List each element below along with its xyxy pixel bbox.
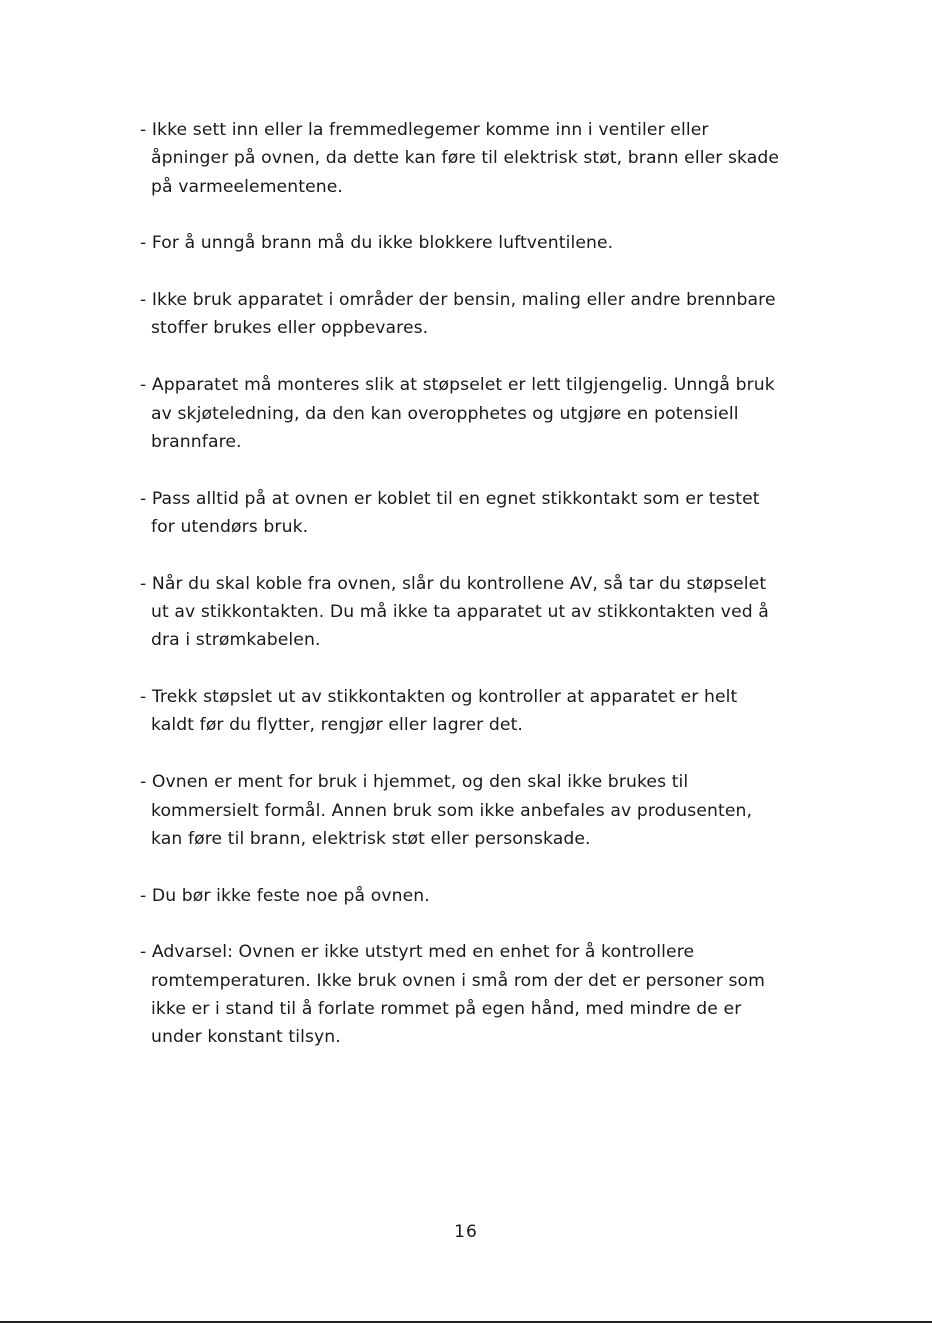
text-line: - Du bør ikke feste noe på ovnen. [140,885,430,906]
text-line: åpninger på ovnen, da dette kan føre til elektrisk støt, brann eller skade [151,148,780,169]
text-line: - For å unngå brann må du ikke blokkere luftventilene. [140,233,614,254]
list-item [140,229,820,257]
text-line: ut av stikkontakten. Du må ikke ta apparatet ut av stikkontakten ved å [151,602,769,623]
text-line: - Pass alltid på at ovnen er koblet til en egnet stikkontakt som er testet [140,488,760,509]
list-item [140,768,820,853]
text-line: ikke er i stand til å forlate rommet på egen hånd, med mindre de er [151,999,742,1020]
text-line: romtemperaturen. Ikke bruk ovnen i små rom der det er personer som [151,970,765,991]
text-line: kommersielt formål. Annen bruk som ikke anbefales av produsenten, [151,800,753,821]
text-line: kaldt før du flytter, rengjør eller lagrer det. [151,715,523,736]
text-line: dra i strømkabelen. [151,630,321,651]
list-item [140,570,820,655]
list-item [140,286,820,343]
text-line: - Advarsel: Ovnen er ikke utstyrt med en enhet for å kontrollere [140,942,695,963]
text-line: - Trekk støpslet ut av stikkontakten og kontroller at apparatet er helt [140,687,738,708]
text-line: på varmeelementene. [151,176,343,197]
safety-instructions-list [140,116,820,1080]
text-line: - Ikke sett inn eller la fremmedlegemer komme inn i ventiler eller [140,120,709,140]
page-number: 16 [454,1222,478,1242]
list-item [140,683,820,740]
list-item [140,882,820,910]
text-line: - Når du skal koble fra ovnen, slår du kontrollene AV, så tar du støpselet [140,573,767,594]
text-line: under konstant tilsyn. [151,1027,341,1048]
text-line: kan føre til brann, elektrisk støt eller personskade. [151,828,591,849]
list-item [140,485,820,542]
text-line: av skjøteledning, da den kan overopphetes og utgjøre en potensiell [151,403,739,424]
list-item [140,371,820,456]
text-line: brannfare. [151,431,242,452]
text-line: - Ikke bruk apparatet i områder der bensin, maling eller andre brennbare [140,290,776,311]
text-line: stoffer brukes eller oppbevares. [151,318,429,339]
list-item [140,116,820,201]
list-item [140,938,820,1051]
text-line: - Apparatet må monteres slik at støpselet er lett tilgjengelig. Unngå bruk [140,375,775,396]
text-line: for utendørs bruk. [151,516,309,537]
text-line: - Ovnen er ment for bruk i hjemmet, og den skal ikke brukes til [140,772,689,793]
